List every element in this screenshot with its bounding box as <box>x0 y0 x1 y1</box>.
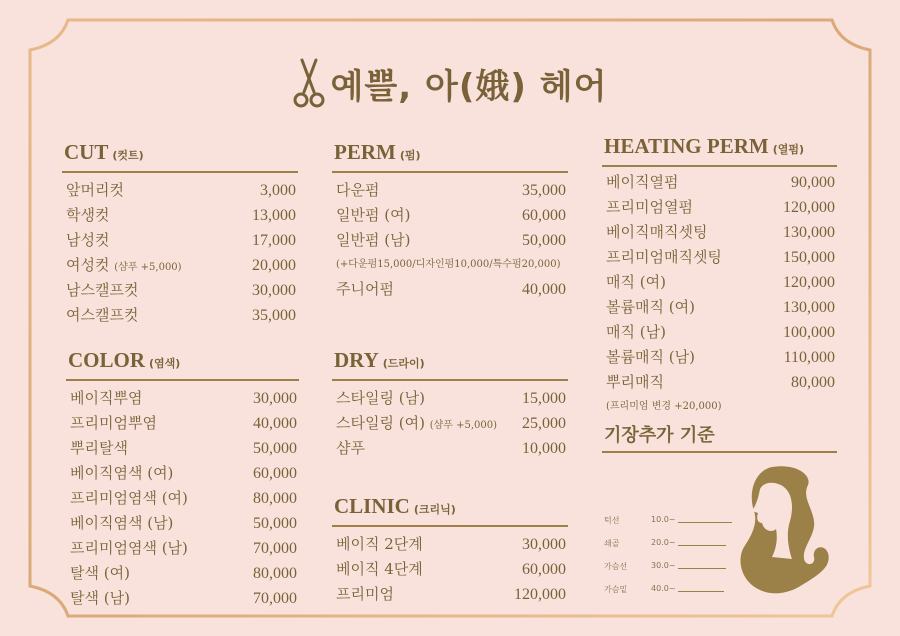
item-label <box>606 295 695 320</box>
item-label <box>606 245 722 270</box>
item-price: 3,000 <box>260 182 296 199</box>
menu-row <box>602 370 837 395</box>
item-price: 80,000 <box>253 565 297 582</box>
item-price: 15,000 <box>522 390 566 407</box>
item-label <box>336 178 379 203</box>
item-price: 17,000 <box>252 232 296 249</box>
item-label <box>66 278 138 303</box>
menu-row <box>66 561 299 586</box>
item-label <box>336 203 410 228</box>
menu-row <box>66 386 299 411</box>
item-price: 60,000 <box>522 561 566 578</box>
perm-note: (+다운펌15,000/디자인펌10,000/특수펌20,000) <box>336 259 561 270</box>
item-price: 13,000 <box>252 207 296 224</box>
length-value: 10.0~ <box>651 515 676 524</box>
cut-heading-en: CUT <box>64 140 109 164</box>
item-price: 70,000 <box>253 540 297 557</box>
item-price: 130,000 <box>783 299 835 316</box>
color-list <box>66 386 299 611</box>
item-name: 프리미엄염색 (여) <box>70 489 188 507</box>
item-label <box>606 370 664 395</box>
item-name: 베이직 4단계 <box>336 560 423 578</box>
item-price: 30,000 <box>252 282 296 299</box>
cut-list <box>62 178 298 328</box>
item-label <box>66 178 124 203</box>
item-label <box>66 253 182 278</box>
item-name: 베이직열펌 <box>606 173 679 191</box>
cut-section <box>62 141 298 328</box>
menu-row <box>66 511 299 536</box>
item-name: 일반펌 (여) <box>336 206 411 224</box>
item-price: 60,000 <box>522 207 566 224</box>
item-label <box>70 536 188 561</box>
item-name: 베이직 2단계 <box>336 535 423 553</box>
item-label <box>336 557 423 582</box>
item-label <box>70 586 130 611</box>
menu-row <box>602 320 837 345</box>
menu-row <box>602 270 837 295</box>
item-label <box>336 532 423 557</box>
perm-heading-en: PERM <box>334 140 396 164</box>
length-guide-line <box>678 568 726 569</box>
dry-heading-en: DRY <box>334 348 379 372</box>
item-name: 프리미엄 <box>336 585 394 603</box>
item-label <box>66 228 109 253</box>
item-name: 학생컷 <box>66 206 110 224</box>
menu-row <box>332 203 568 228</box>
item-price: 30,000 <box>522 536 566 553</box>
menu-row <box>602 295 837 320</box>
dry-list <box>332 386 568 461</box>
item-name: 남스캘프컷 <box>66 281 139 299</box>
item-label <box>70 386 142 411</box>
item-price: 120,000 <box>783 274 835 291</box>
item-label <box>70 561 130 586</box>
item-label <box>606 345 695 370</box>
perm-section <box>332 141 568 302</box>
item-note: (샴푸 +5,000) <box>114 262 182 273</box>
menu-row <box>332 178 568 203</box>
item-name: 주니어펌 <box>336 280 394 298</box>
length-label: 가슴밑 <box>604 585 628 594</box>
heating-list <box>602 170 837 395</box>
menu-row <box>62 228 298 253</box>
length-label: 쇄골 <box>604 539 620 548</box>
menu-row <box>62 203 298 228</box>
clinic-heading-en: CLINIC <box>334 494 410 518</box>
menu-row <box>332 557 568 582</box>
item-price: 130,000 <box>783 224 835 241</box>
heating-heading-en: HEATING PERM <box>604 134 769 158</box>
menu-row <box>602 220 837 245</box>
item-price: 120,000 <box>783 199 835 216</box>
menu-row <box>602 195 837 220</box>
length-guide-line <box>678 591 724 592</box>
length-value: 30.0~ <box>651 561 676 570</box>
item-price: 35,000 <box>522 182 566 199</box>
item-price: 80,000 <box>791 374 835 391</box>
item-price: 60,000 <box>253 465 297 482</box>
item-label <box>70 461 173 486</box>
color-heading-en: COLOR <box>68 348 146 372</box>
item-price: 35,000 <box>252 307 296 324</box>
item-name: 매직 (여) <box>606 273 666 291</box>
cut-heading-ko: (컷트) <box>112 149 144 162</box>
item-price: 80,000 <box>253 490 297 507</box>
menu-row <box>332 436 568 461</box>
clinic-section <box>332 495 568 607</box>
length-label: 턱선 <box>604 516 620 525</box>
item-label <box>336 411 497 436</box>
dry-heading-ko: (드라이) <box>382 357 425 370</box>
item-label <box>66 203 109 228</box>
item-label <box>606 320 666 345</box>
item-name: 스타일링 (여) <box>336 414 425 432</box>
menu-row <box>332 411 568 436</box>
item-price: 20,000 <box>252 257 296 274</box>
menu-row <box>332 532 568 557</box>
item-name: 남성컷 <box>66 231 110 249</box>
item-price: 10,000 <box>522 440 566 457</box>
cut-heading <box>62 141 298 173</box>
clinic-list <box>332 532 568 607</box>
menu-row <box>66 586 299 611</box>
dry-heading <box>332 349 568 381</box>
item-label <box>70 411 157 436</box>
dry-section <box>332 349 568 461</box>
item-name: 프리미엄염색 (남) <box>70 539 188 557</box>
item-price: 70,000 <box>253 590 297 607</box>
length-guide-line <box>678 522 732 523</box>
item-label <box>606 170 678 195</box>
item-price: 40,000 <box>253 415 297 432</box>
perm-list <box>332 178 568 253</box>
menu-row <box>62 253 298 278</box>
menu-row <box>66 461 299 486</box>
heating-heading <box>602 135 837 167</box>
menu-row <box>66 536 299 561</box>
item-name: 베이직염색 (여) <box>70 464 174 482</box>
menu-row <box>332 582 568 607</box>
item-name: 뿌리탈색 <box>70 439 128 457</box>
item-label <box>70 486 188 511</box>
item-name: 여스캘프컷 <box>66 306 139 324</box>
item-label <box>336 582 394 607</box>
length-value: 40.0~ <box>651 584 676 593</box>
item-name: 여성컷 <box>66 256 110 274</box>
woman-silhouette-icon <box>732 463 836 599</box>
heating-section <box>602 135 837 419</box>
menu-row <box>62 303 298 328</box>
item-label <box>606 195 693 220</box>
item-price: 150,000 <box>783 249 835 266</box>
length-heading: 기장추가 기준 <box>602 425 837 453</box>
item-note: (샴푸 +5,000) <box>429 420 498 431</box>
scissors-icon <box>293 58 325 119</box>
menu-row <box>66 486 299 511</box>
menu-row <box>62 178 298 203</box>
page-title <box>0 58 900 119</box>
item-name: 탈색 (여) <box>70 564 130 582</box>
color-heading-ko: (염색) <box>149 357 181 370</box>
menu-row <box>602 245 837 270</box>
menu-row <box>66 411 299 436</box>
item-name: 볼륨매직 (여) <box>606 298 695 316</box>
color-heading <box>66 349 299 381</box>
item-label <box>336 436 365 461</box>
length-value: 20.0~ <box>651 538 676 547</box>
item-label <box>70 511 173 536</box>
menu-row <box>62 278 298 303</box>
item-name: 뿌리매직 <box>606 373 664 391</box>
item-price: 90,000 <box>791 174 835 191</box>
menu-row <box>332 277 568 302</box>
item-name: 일반펌 (남) <box>336 231 411 249</box>
length-label: 가슴선 <box>604 562 628 571</box>
item-price: 50,000 <box>253 515 297 532</box>
item-name: 스타일링 (남) <box>336 389 425 407</box>
item-label <box>66 303 138 328</box>
item-name: 프리미엄매직셋팅 <box>606 248 722 266</box>
item-label <box>606 270 666 295</box>
item-label <box>606 220 707 245</box>
item-price: 120,000 <box>514 586 566 603</box>
color-section <box>66 349 299 611</box>
item-name: 프리미엄열펌 <box>606 198 693 216</box>
item-name: 다운펌 <box>336 181 380 199</box>
perm-heading-ko: (펌) <box>399 149 421 162</box>
menu-row <box>332 228 568 253</box>
item-price: 110,000 <box>783 349 835 366</box>
menu-row <box>602 345 837 370</box>
length-guide-line <box>678 545 726 546</box>
menu-row <box>602 170 837 195</box>
item-name: 프리미엄뿌염 <box>70 414 157 432</box>
item-price: 25,000 <box>522 415 566 432</box>
item-name: 베이직염색 (남) <box>70 514 174 532</box>
heating-note: (프리미엄 변경 +20,000) <box>606 401 722 412</box>
item-name: 탈색 (남) <box>70 589 130 607</box>
title-text: 예쁠, 아(娥) 헤어 <box>330 67 608 107</box>
item-label <box>336 228 410 253</box>
item-price: 40,000 <box>522 281 566 298</box>
item-name: 매직 (남) <box>606 323 666 341</box>
item-label <box>336 386 425 411</box>
clinic-heading-ko: (크리닉) <box>413 503 456 516</box>
item-name: 볼륨매직 (남) <box>606 348 695 366</box>
item-label <box>70 436 128 461</box>
item-price: 50,000 <box>522 232 566 249</box>
length-section <box>602 425 837 453</box>
item-name: 베이직뿌염 <box>70 389 143 407</box>
item-name: 베이직매직셋팅 <box>606 223 708 241</box>
menu-row <box>332 386 568 411</box>
item-name: 앞머리컷 <box>66 181 124 199</box>
heating-heading-ko: (열펌) <box>772 143 805 156</box>
item-price: 50,000 <box>253 440 297 457</box>
menu-row <box>66 436 299 461</box>
item-name: 샴푸 <box>336 439 365 457</box>
perm-heading <box>332 141 568 173</box>
item-price: 30,000 <box>253 390 297 407</box>
item-price: 100,000 <box>783 324 835 341</box>
clinic-heading <box>332 495 568 527</box>
